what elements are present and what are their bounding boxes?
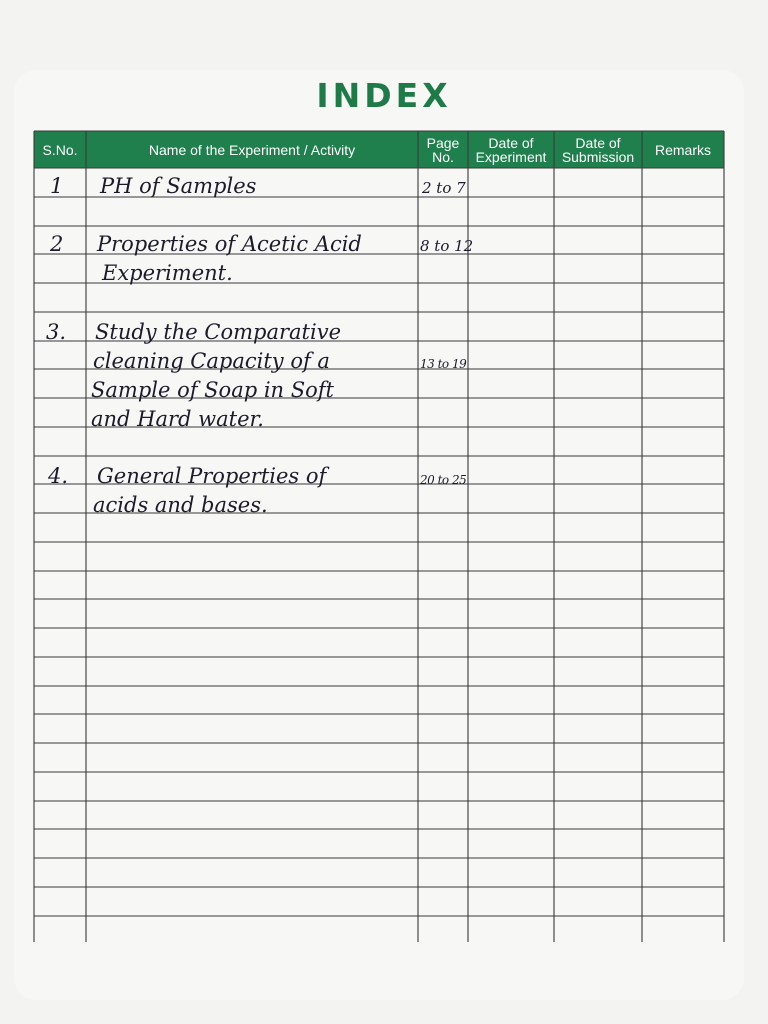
entry-2-name-line-2: Experiment.: [102, 261, 233, 285]
header-date-of-submission-label: Date of Submission: [561, 134, 635, 165]
header-date-of-submission: [554, 131, 642, 168]
entry-2-name-line-1: Properties of Acetic Acid: [97, 232, 362, 256]
entry-2-sno: 2: [50, 232, 64, 256]
header-page-no-label: Page No.: [426, 134, 460, 165]
header-page-no: [418, 131, 468, 168]
entry-1-sno: 1: [50, 174, 64, 198]
entry-3-page: 13 to 19: [420, 357, 467, 371]
header-experiment-name: Name of the Experiment / Activity: [148, 141, 356, 158]
entry-3-name-line-3: Sample of Soap in Soft: [91, 378, 334, 402]
entry-3-name-line-2: cleaning Capacity of a: [93, 349, 330, 373]
header-date-of-experiment: [468, 131, 554, 168]
entry-4-page: 20 to 25: [420, 473, 467, 487]
entry-1-name-line-1: PH of Samples: [100, 174, 257, 198]
header-date-of-experiment-label: Date of Experiment: [475, 134, 547, 165]
entry-3-name-line-1: Study the Comparative: [95, 320, 341, 344]
entry-3-name-line-4: and Hard water.: [91, 407, 264, 431]
entry-3-sno: 3.: [46, 320, 67, 344]
page-title: INDEX: [316, 76, 452, 115]
entry-1-page: 2 to 7: [422, 179, 466, 197]
entry-2-page: 8 to 12: [420, 237, 474, 255]
entry-4-sno: 4.: [48, 464, 69, 488]
header-remarks: Remarks: [654, 141, 711, 158]
entry-4-name-line-2: acids and bases.: [93, 493, 268, 517]
header-sno: S.No.: [42, 141, 78, 158]
entry-4-name-line-1: General Properties of: [97, 464, 327, 488]
